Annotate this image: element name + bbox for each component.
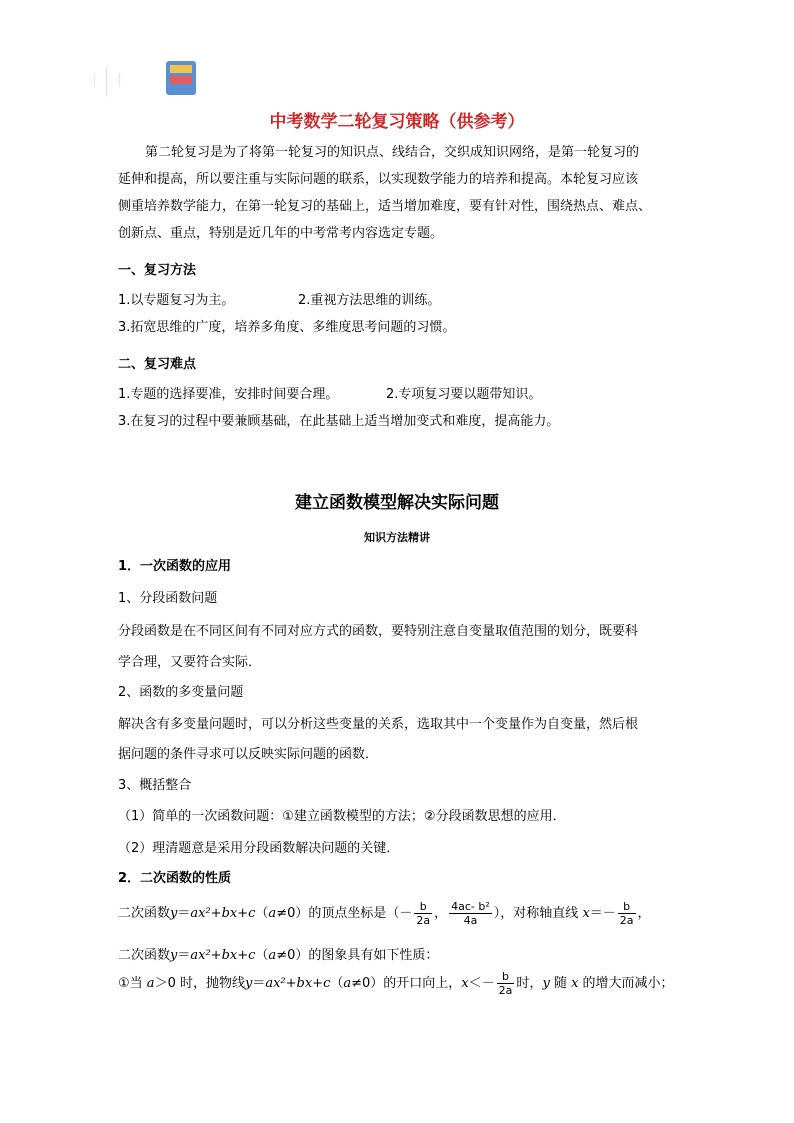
fraction [414,900,432,927]
formula-text: ， [434,906,448,921]
formula-text: （ [255,906,269,921]
list-item: 1.专题的选择要准，安排时间要合理。 [118,387,339,402]
svg-text:倒计时: 倒计时 [106,104,166,128]
list-item: （2）理清题意是采用分段函数解决问题的关键． [118,841,400,856]
var: y [170,906,178,921]
list-item: 1.以专题复习为主。 [118,293,235,308]
paragraph-line: 学合理，又要符合实际． [118,655,262,670]
topic-title: 建立函数模型解决实际问题 [295,493,499,513]
formula-line-properties: 二次函数y＝ax²+bx+c（a≠0）的图象具有如下性质： [118,948,439,963]
formula-text: （ [330,976,344,991]
list-item: 3.拓宽思维的广度，培养多角度、多维度思考问题的习惯。 [118,320,456,335]
formula-line-case: ①当 a＞0 时，抛物线y＝ax²+bx+c（a≠0）的开口向上，x＜－ $\frac{b}{2a}$ 时，y 随 x 的增大而减小； [118,970,674,997]
formula-text: 随 [549,976,572,991]
var: a [343,976,352,991]
var: a [268,906,277,921]
section-heading: 二、复习难点 [118,357,197,372]
part-heading: 1．一次函数的应用 [118,559,232,574]
numerator: 4ac- b² [451,900,490,913]
intro-line: 创新点、重点，特别是近几年的中考常考内容选定专题。 [118,226,444,241]
sub-heading: 2、函数的多变量问题 [118,685,244,700]
formula-text: ＝－ [589,906,616,921]
var: x [571,976,579,991]
sub-heading: 1、分段函数问题 [118,591,218,606]
section-heading: 一、复习方法 [118,263,197,278]
list-item: 2.重视方法思维的训练。 [298,293,441,308]
formula-text: ＜－ [468,976,495,991]
formula-text: （ [255,948,269,963]
formula-text: 二次函数 [118,948,171,963]
denominator: 4a [463,914,478,927]
formula-text: 的增大而减小； [578,976,674,991]
expression: ax²+bx+c [190,906,256,921]
formula-text: 二次函数 [118,906,171,921]
svg-text:中: 中 [90,64,124,104]
formula-text: ≠0）的顶点坐标是（－ [276,906,413,921]
paragraph-line: 分段函数是在不同区间有不同对应方式的函数，要特别注意自变量取值范围的划分，既要科 [118,624,639,639]
formula-text: ＞0 时，抛物线 [154,976,245,991]
expression: ax²+bx+c [265,976,331,991]
var: y [170,948,178,963]
numerator: b [497,970,515,984]
var: y [542,976,550,991]
var: x [582,906,590,921]
sub-heading: 3、概括整合 [118,778,192,793]
list-item: 3.在复习的过程中要兼顾基础，在此基础上适当增加变式和难度，提高能力。 [118,414,560,429]
numerator: b [414,900,432,914]
formula-line-vertex: 二次函数y＝ax²+bx+c（a≠0）的顶点坐标是（－ $\frac{b}{2a}$ ， $\frac{\text{4ac- b²}}{4a}$ ），对称轴直线 x＝－ $\frac{b}{2a}$ ， [118,900,651,927]
fraction [449,900,492,927]
list-item: 2.专项复习要以题带知识。 [386,387,542,402]
intro-line: 侧重培养数学能力，在第一轮复习的基础上，适当增加难度，要有针对性，围绕热点、难点、 [118,199,652,214]
paragraph-line: 解决含有多变量问题时，可以分析这些变量的关系，选取其中一个变量作为自变量，然后根 [118,717,639,732]
formula-text: ≠0）的开口向上， [351,976,462,991]
numerator: b [618,900,636,914]
paragraph-line: 据问题的条件寻求可以反映实际问题的函数． [118,747,379,762]
topic-subtitle: 知识方法精讲 [364,531,430,544]
var: y [244,976,253,991]
var: x [461,976,469,991]
formula-text: ①当 [118,976,143,991]
formula-text: ≠0）的图象具有如下性质： [276,948,439,963]
fraction [497,970,515,997]
svg-text:考: 考 [124,68,151,98]
part-heading: 2．二次函数的性质 [118,871,232,886]
formula-text: 时， [516,976,543,991]
fraction [618,900,636,927]
document-title: 中考数学二轮复习策略（供参考） [269,112,525,132]
list-item: （1）简单的一次函数问题：①建立函数模型的方法；②分段函数思想的应用． [118,809,566,824]
intro-line: 延伸和提高，所以要注重与实际问题的联系，以实现数学能力的培养和提高。本轮复习应该 [118,172,639,187]
denominator: 2a [619,914,634,927]
formula-text: ， [637,906,651,921]
denominator: 2a [498,984,513,997]
var: a [146,976,155,991]
intro-line: 第二轮复习是为了将第一轮复习的知识点、线结合，交织成知识网络，是第一轮复习的 [145,145,640,160]
denominator: 2a [416,914,431,927]
var: a [268,948,277,963]
formula-text: ），对称轴直线 [493,906,579,921]
expression: ax²+bx+c [190,948,256,963]
